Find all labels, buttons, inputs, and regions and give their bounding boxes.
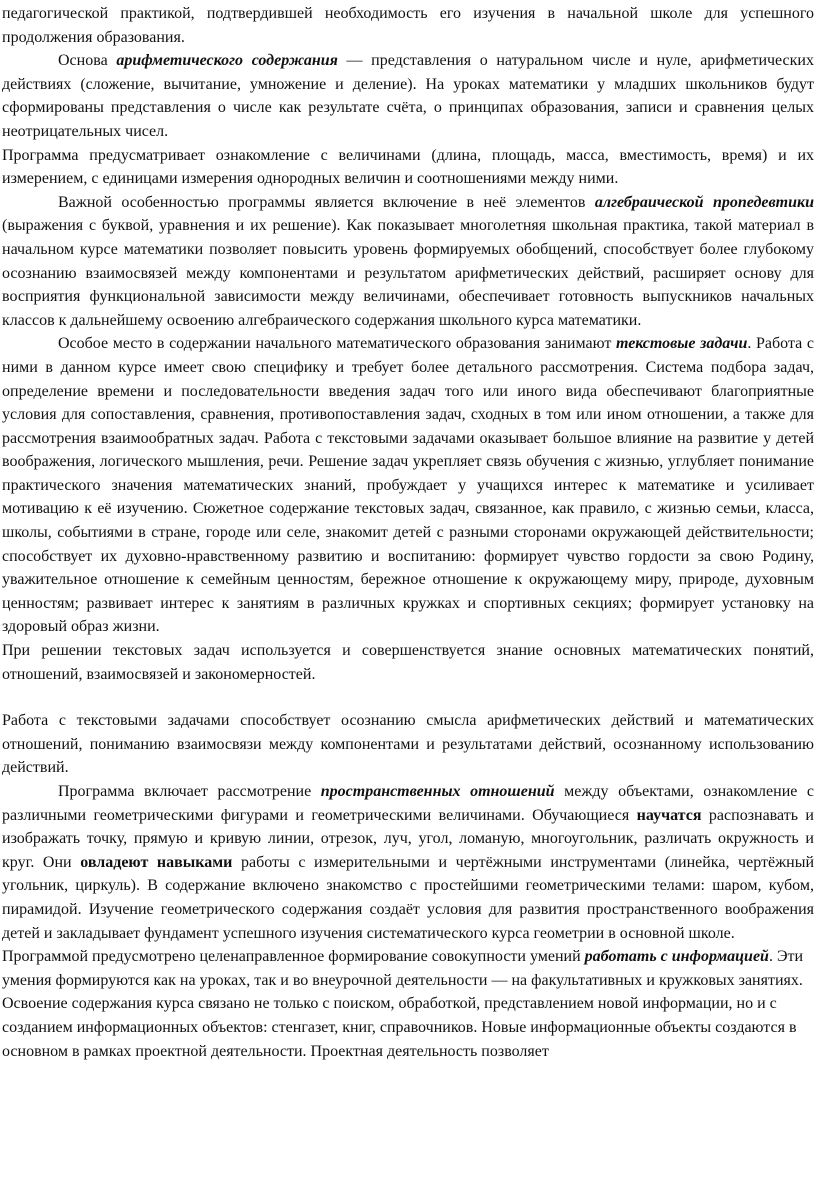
paragraph-text: Программа включает рассмотрение	[58, 783, 321, 800]
paragraph-arithmetic-content	[2, 49, 814, 143]
paragraph-text: . Эти умения формируются как на уроках, так и во внеурочной деятельности — на факультативных и кружковых занятиях. Освоение содержания курса связано не только с поиском, обработкой, представлением новой информации, но и с созданием информационных объектов: стенгазет, книг, справочников. Новые информационные объекты создаются в основном в рамках проектной деятельности. Проектная деятельность позволяет	[2, 948, 804, 1060]
paragraph-information-skills	[2, 945, 814, 1063]
paragraph-working-with-problems: Работа с текстовыми задачами способствует осознанию смысла арифметических действий и математических отношений, пониманию взаимосвязи между компонентами и результатами действий, осознанному использованию действий.	[2, 712, 814, 777]
emphasis-term: текстовые задачи	[615, 335, 748, 353]
paragraph-spatial-relations	[2, 780, 814, 945]
paragraph-continuation: педагогической практикой, подтвердившей необходимость его изучения в начальной школе для успешного продолжения образования.	[2, 5, 814, 46]
paragraph-text: Важной особенностью программы является включение в неё элементов	[58, 193, 595, 211]
paragraph-quantities: Программа предусматривает ознакомление с величинами (длина, площадь, масса, вместимость, время) и их измерением, с единицами измерения однородных величин и соотношениями между ними.	[2, 146, 814, 188]
paragraph-text: распознавать и изображать точку, прямую и кривую линии, отрезок, луч, угол, ломаную, многоугольник, различать окружность и круг. Они	[2, 806, 814, 871]
paragraph-algebraic-propaedeutics	[2, 191, 814, 333]
paragraph-text: — представления о натуральном числе и нуле, арифметических действиях (сложение, вычитание, умножение и деление). На уроках математики у младших школьников будут сформированы представления о числе как результате счёта, о принципах образования, записи и сравнения целых неотрицательных чисел.	[2, 52, 814, 140]
paragraph-text: Особое место в содержании начального математического образования занимают	[58, 335, 616, 353]
paragraph-solving-problems: При решении текстовых задач используется и совершенствуется знание основных математических понятий, отношений, взаимосвязей и закономерностей.	[2, 642, 814, 683]
paragraph-text: между объектами, ознакомление с различными геометрическими фигурами и геометрическими величинами. Обучающиеся	[2, 783, 815, 824]
bold-term: научатся	[636, 806, 702, 824]
emphasis-term: работать с информацией	[584, 948, 769, 966]
emphasis-term: пространственных отношений	[320, 783, 555, 800]
bold-term: овладеют навыками	[80, 853, 233, 871]
paragraph-text: Программой предусмотрено целенаправленное формирование совокупности умений	[2, 948, 585, 966]
paragraph-text-problems	[2, 332, 814, 639]
blank-line	[2, 686, 814, 709]
paragraph-text: работы с измерительными и чертёжными инструментами (линейка, чертёжный угольник, циркуль). В содержание включено знакомство с простейшими геометрическими телами: шаром, кубом, пирамидой. Изучение геометрического содержания создаёт условия для развития пространственного воображения детей и закладывает фундамент успешного изучения систематического курса геометрии в основной школе.	[2, 853, 815, 942]
paragraph-text: (выражения с буквой, уравнения и их решение). Как показывает многолетняя школьная практика, такой материал в начальном курсе математики позволяет повысить уровень формируемых обобщений, способствует более глубокому осознанию взаимосвязей между компонентами и результатом арифметических действий, расширяет основу для восприятия функциональной зависимости между величинами, обеспечивает готовность выпускников начальных классов к дальнейшему освоению алгебраического содержания школьного курса математики.	[2, 217, 814, 329]
emphasis-term: арифметического содержания	[116, 52, 338, 70]
emphasis-term: алгебраической пропедевтики	[594, 193, 815, 211]
paragraph-text: Основа	[58, 52, 117, 70]
paragraph-text: . Работа с ними в данном курсе имеет свою специфику и требует более детального рассмотрения. Система подбора задач, определение времени и последовательности введения задач того или иного вида обеспечивают благоприятные условия для сопоставления, сравнения, противопоставления задач, сходных в том или ином отношении, а также для рассмотрения взаимообратных задач. Работа с текстовыми задачами оказывает большое влияние на развитие у детей воображения, логического мышления, речи. Решение задач укрепляет связь обучения с жизнью, углубляет понимание практического значения математических знаний, пробуждает у учащихся интерес к математике и усиливает мотивацию к её изучению. Сюжетное содержание текстовых задач, связанное, как правило, с жизнью семьи, класса, школы, событиями в стране, городе или селе, знакомит детей с разными сторонами окружающей действительности; способствует их духовно-нравственному развитию и воспитанию: формирует чувство гордости за свою Родину, уважительное отношение к семейным ценностям, бережное отношение к окружающему миру, природе, духовным ценностям; развивает интерес к занятиям в различных кружках и спортивных секциях; формирует установку на здоровый образ жизни.	[2, 335, 814, 636]
